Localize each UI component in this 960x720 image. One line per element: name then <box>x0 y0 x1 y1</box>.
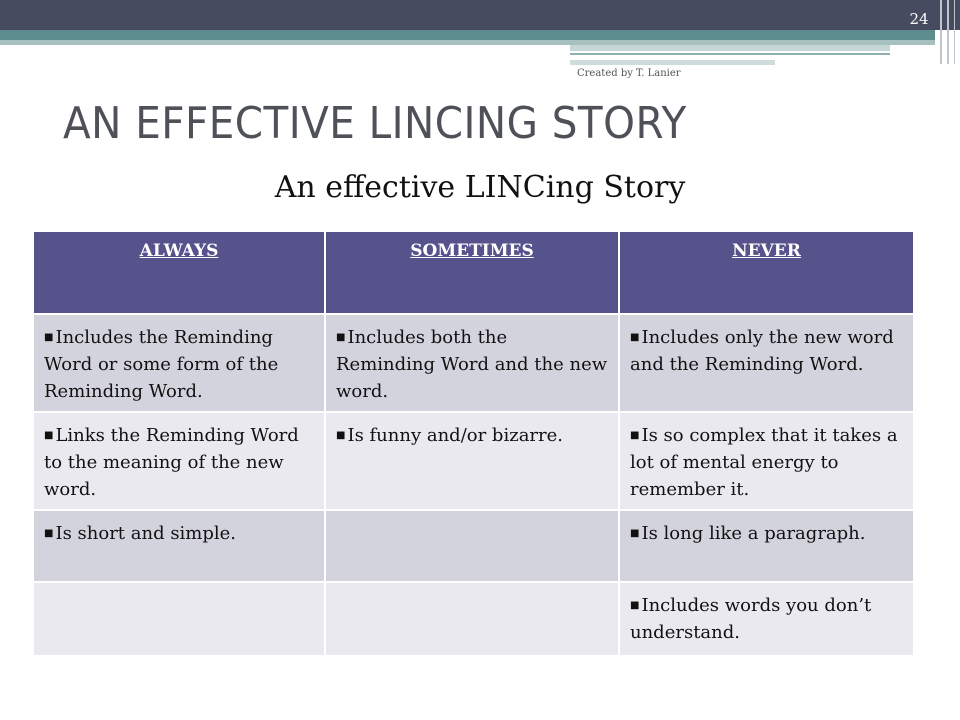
decorative-stripe <box>570 45 890 51</box>
lincing-story-table <box>32 230 915 657</box>
table-cell-empty <box>325 582 619 656</box>
table-row <box>33 412 914 510</box>
bullet-square-icon: ■ <box>44 332 54 343</box>
creator-credit: Created by T. Lanier <box>577 68 681 79</box>
table-cell <box>619 510 914 582</box>
bullet-square-icon: ■ <box>630 332 640 343</box>
cell-text: Includes the Reminding Word or some form of the Reminding Word. <box>44 327 279 402</box>
table-cell <box>619 582 914 656</box>
cell-text: Includes both the Reminding Word and the new word. <box>336 327 608 402</box>
top-accent-bar <box>0 0 960 30</box>
slide-subtitle: An effective LINCing Story <box>274 170 686 205</box>
bullet-square-icon: ■ <box>44 430 54 441</box>
cell-text: Includes words you don’t understand. <box>630 595 872 643</box>
bullet-square-icon: ■ <box>630 430 640 441</box>
table-header-row <box>33 231 914 314</box>
table-cell <box>325 412 619 510</box>
table-cell <box>33 314 325 412</box>
table-row <box>33 582 914 656</box>
table-cell <box>33 412 325 510</box>
cell-text: Is short and simple. <box>55 523 237 544</box>
table-cell-empty <box>325 510 619 582</box>
decorative-divider <box>947 0 949 64</box>
table-cell <box>619 412 914 510</box>
table-cell <box>619 314 914 412</box>
decorative-stripe <box>570 60 775 65</box>
page-title: AN EFFECTIVE LINCING STORY <box>63 98 687 149</box>
bullet-square-icon: ■ <box>630 528 640 539</box>
cell-text: Links the Reminding Word to the meaning of the new word. <box>44 425 299 500</box>
decorative-stripe <box>570 53 890 55</box>
cell-text: Includes only the new word and the Reminding Word. <box>630 327 894 375</box>
table-cell <box>33 510 325 582</box>
bullet-square-icon: ■ <box>630 600 640 611</box>
teal-accent-stripe <box>0 30 935 40</box>
cell-text: Is long like a paragraph. <box>641 523 866 544</box>
bullet-square-icon: ■ <box>44 528 54 539</box>
column-header-always: ALWAYS <box>33 231 325 314</box>
cell-text: Is so complex that it takes a lot of mental energy to remember it. <box>630 425 898 500</box>
table-cell-empty <box>33 582 325 656</box>
slide-number: 24 <box>909 10 929 28</box>
table-cell <box>325 314 619 412</box>
column-header-never: NEVER <box>619 231 914 314</box>
decorative-divider <box>954 0 955 64</box>
bullet-square-icon: ■ <box>336 332 346 343</box>
table-row <box>33 510 914 582</box>
bullet-square-icon: ■ <box>336 430 346 441</box>
decorative-divider <box>940 0 942 64</box>
column-header-sometimes: SOMETIMES <box>325 231 619 314</box>
cell-text: Is funny and/or bizarre. <box>347 425 564 446</box>
table-row <box>33 314 914 412</box>
